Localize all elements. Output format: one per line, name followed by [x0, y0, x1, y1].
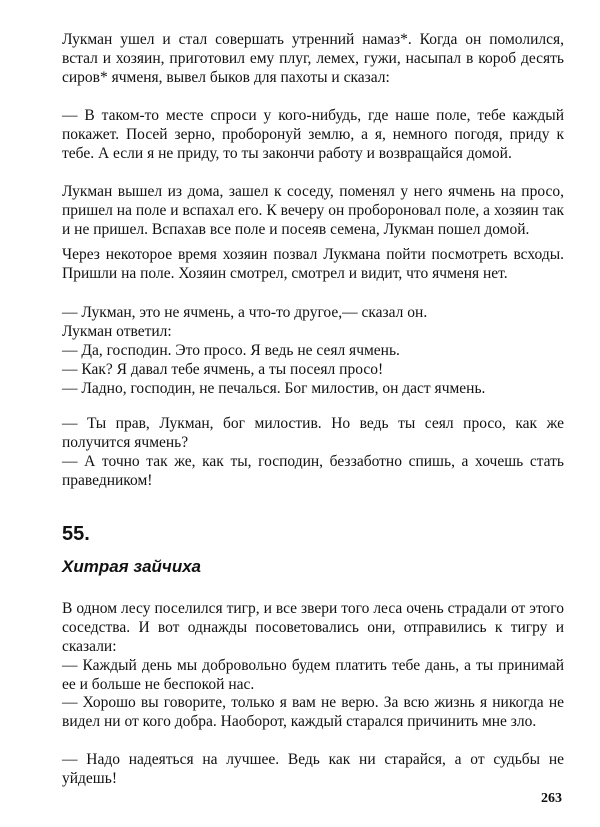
- story-number: 55.: [62, 523, 90, 545]
- paragraph: — Хорошо вы говорите, только я вам не верю. За всю жизнь я никогда не видел ни от кого добра. Наоборот, каждый старался причинить мне зло.: [62, 694, 564, 730]
- page-number: 263: [541, 791, 562, 806]
- story-title: Хитрая зайчиха: [62, 557, 201, 576]
- paragraph: Лукман ответил:: [62, 323, 172, 340]
- paragraph: Через некоторое время хозяин позвал Лукмана пойти посмотреть всходы. Пришли на поле. Хозяин смотрел, смотрел и видит, что ячменя нет.: [62, 246, 564, 282]
- paragraph: — Да, господин. Это просо. Я ведь не сеял ячмень.: [62, 342, 400, 359]
- paragraph: — А точно так же, как ты, господин, беззаботно спишь, а хочешь стать праведником!: [62, 453, 564, 489]
- paragraph: В одном лесу поселился тигр, и все звери того леса очень страдали от этого соседства. И вот однажды посоветовались они, отправились к тигру и сказали:: [62, 600, 564, 655]
- paragraph: — Как? Я давал тебе ячмень, а ты посеял просо!: [62, 361, 384, 378]
- paragraph: — Надо надеяться на лучшее. Ведь как ни старайся, а от судьбы не уйдешь!: [62, 751, 564, 787]
- paragraph: — Ты прав, Лукман, бог милостив. Но ведь ты сеял просо, как же получится ячмень?: [62, 415, 564, 451]
- paragraph: Лукман ушел и стал совершать утренний намаз*. Когда он помолился, встал и хозяин, приготовил ему плуг, лемех, гужи, насыпал в короб десять сиров* ячменя, вывел быков для пахоты и сказал:: [62, 31, 564, 86]
- paragraph: Лукман вышел из дома, зашел к соседу, поменял у него ячмень на просо, пришел на поле и вспахал его. К вечеру он пробороновал поле, а хозяин так и не пришел. Вспахав все поле и посеяв семена, Лукман пошел домой.: [62, 183, 564, 238]
- paragraph: — Лукман, это не ячмень, а что-то другое,— сказал он.: [62, 304, 428, 321]
- paragraph: — Каждый день мы добровольно будем платить тебе дань, а ты принимай ее и больше не беспокой нас.: [62, 657, 564, 693]
- paragraph: — В таком-то месте спроси у кого-нибудь, где наше поле, тебе каждый покажет. Посей зерно, проборонуй землю, а я, немного погодя, приду к тебе. А если я не приду, то ты закончи работу и возвращайся домой.: [62, 107, 564, 162]
- paragraph: — Ладно, господин, не печалься. Бог милостив, он даст ячмень.: [62, 380, 486, 397]
